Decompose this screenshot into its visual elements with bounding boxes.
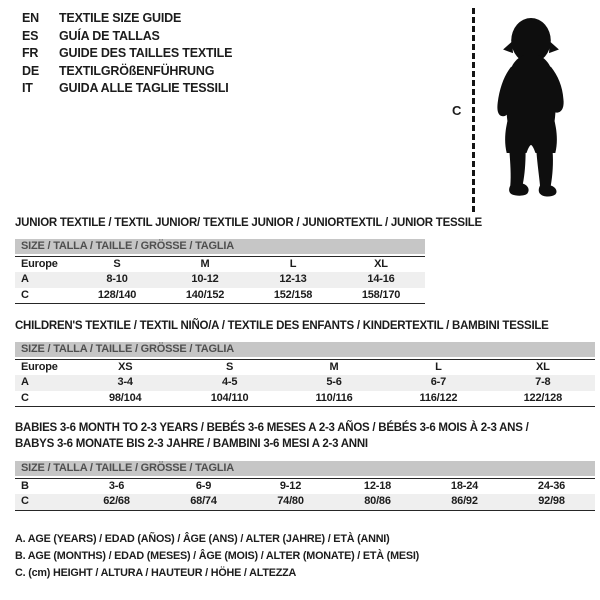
- row-label: C: [21, 288, 29, 301]
- height-dashed-line: [472, 8, 475, 212]
- size-header-bar: SIZE / TALLA / TAILLE / GRÖSSE / TAGLIA: [15, 239, 425, 254]
- table-cell: 10-12: [191, 273, 219, 286]
- table-row: [15, 257, 425, 272]
- footnote-line: A. AGE (YEARS) / EDAD (AÑOS) / ÂGE (ANS) / ALTER (JAHRE) / ETÀ (ANNI): [15, 533, 390, 545]
- table-cell: 8-10: [106, 273, 128, 286]
- language-title: TEXTILE SIZE GUIDE: [59, 11, 182, 25]
- table-cell: 104/110: [210, 391, 249, 404]
- row-label: B: [21, 480, 29, 492]
- table-cell: XL: [536, 361, 550, 373]
- table-cell: 18-24: [450, 480, 479, 492]
- row-label: C: [21, 391, 29, 404]
- language-title: GUÍA DE TALLAS: [59, 28, 160, 43]
- language-title: TEXTILGRÖßENFÜHRUNG: [59, 63, 215, 78]
- table-cell: 140/152: [185, 288, 225, 301]
- size-table-junior: [15, 239, 425, 304]
- table-cell: 74/80: [277, 495, 304, 508]
- row-label: Europe: [21, 258, 58, 270]
- table-cell: 62/68: [103, 495, 130, 508]
- footnote-line: B. AGE (MONTHS) / EDAD (MESES) / ÂGE (MOIS) / ALTER (MONATE) / ETÀ (MESI): [15, 550, 420, 563]
- language-code: EN: [22, 11, 39, 25]
- size-header-bar: SIZE / TALLA / TAILLE / GRÖSSE / TAGLIA: [15, 342, 595, 357]
- table-cell: 86/92: [451, 495, 478, 508]
- row-label: A: [21, 376, 29, 389]
- table-rows: [15, 478, 595, 511]
- table-row: [15, 272, 425, 287]
- table-row: [15, 479, 595, 494]
- table-cell: XL: [374, 258, 388, 270]
- section-title-line: BABIES 3-6 MONTH TO 2-3 YEARS / BEBÉS 3-6 MESES A 2-3 AÑOS / BÉBÉS 3-6 MOIS À 2-3 ANS /: [15, 422, 529, 434]
- table-row: [15, 375, 595, 390]
- table-cell: 92/98: [538, 495, 565, 508]
- table-cell: 110/116: [315, 391, 353, 404]
- table-cell: M: [200, 258, 210, 270]
- row-label: C: [21, 495, 29, 508]
- table-cell: 128/140: [97, 288, 137, 301]
- language-code: ES: [22, 28, 39, 43]
- footnote-line: C. (cm) HEIGHT / ALTURA / HAUTEUR / HÖHE / ALTEZZA: [15, 567, 297, 580]
- baby-silhouette-icon: [486, 5, 576, 217]
- table-cell: 5-6: [326, 376, 342, 389]
- language-title: GUIDE DES TAILLES TEXTILE: [59, 46, 233, 61]
- table-cell: 152/158: [273, 288, 313, 301]
- table-cell: M: [329, 361, 339, 373]
- language-title: GUIDA ALLE TAGLIE TESSILI: [59, 81, 229, 96]
- language-code: FR: [22, 46, 39, 61]
- language-row: [22, 28, 232, 46]
- language-code: IT: [22, 81, 33, 96]
- table-cell: 6-7: [430, 376, 447, 389]
- table-row: [15, 360, 595, 375]
- section-title-line: JUNIOR TEXTILE / TEXTIL JUNIOR/ TEXTILE JUNIOR / JUNIORTEXTIL / JUNIOR TESSILE: [15, 217, 482, 229]
- table-cell: L: [435, 361, 442, 373]
- language-list: [22, 10, 232, 98]
- table-cell: 158/170: [361, 288, 401, 301]
- table-cell: 4-5: [221, 376, 238, 389]
- table-cell: 9-12: [279, 480, 302, 492]
- section-title-line: CHILDREN'S TEXTILE / TEXTIL NIÑO/A / TEXTILE DES ENFANTS / KINDERTEXTIL / BAMBINI TESSILE: [15, 320, 549, 332]
- table-row: [15, 391, 595, 406]
- table-cell: 12-18: [363, 480, 392, 492]
- table-cell: 80/86: [364, 495, 391, 508]
- table-cell: 98/104: [108, 391, 142, 404]
- table-cell: 6-9: [195, 480, 212, 492]
- table-cell: 3-6: [108, 480, 125, 492]
- section-title-junior: [15, 216, 482, 232]
- language-row: [22, 10, 232, 28]
- table-cell: 14-16: [367, 273, 395, 286]
- footnote-legend: [15, 531, 419, 583]
- section-title-babies: [15, 421, 529, 452]
- section-title-line: BABYS 3-6 MONATE BIS 2-3 JAHRE / BAMBINI 3-6 MESI A 2-3 ANNI: [15, 437, 368, 450]
- table-cell: 122/128: [523, 391, 563, 404]
- table-cell: XS: [118, 361, 133, 373]
- section-title-children: [15, 319, 549, 335]
- table-cell: 12-13: [279, 273, 307, 286]
- table-cell: 116/122: [419, 391, 458, 404]
- table-cell: S: [226, 361, 234, 373]
- size-table-children: [15, 342, 595, 407]
- size-table-babies: [15, 461, 595, 511]
- language-row: [22, 63, 232, 81]
- language-row: [22, 45, 232, 63]
- table-cell: 68/74: [190, 495, 217, 508]
- table-cell: S: [113, 258, 121, 270]
- row-label: Europe: [21, 361, 58, 373]
- language-code: DE: [22, 63, 39, 78]
- table-row: [15, 288, 425, 303]
- table-cell: 24-36: [537, 480, 566, 492]
- table-cell: 3-4: [117, 376, 133, 389]
- row-label: A: [21, 273, 29, 286]
- table-cell: L: [289, 258, 297, 270]
- figure-label-c: C: [452, 103, 462, 118]
- size-header-bar: SIZE / TALLA / TAILLE / GRÖSSE / TAGLIA: [15, 461, 595, 476]
- table-rows: [15, 359, 595, 407]
- table-row: [15, 494, 595, 509]
- table-cell: 7-8: [535, 376, 551, 389]
- table-rows: [15, 256, 425, 304]
- language-row: [22, 80, 232, 98]
